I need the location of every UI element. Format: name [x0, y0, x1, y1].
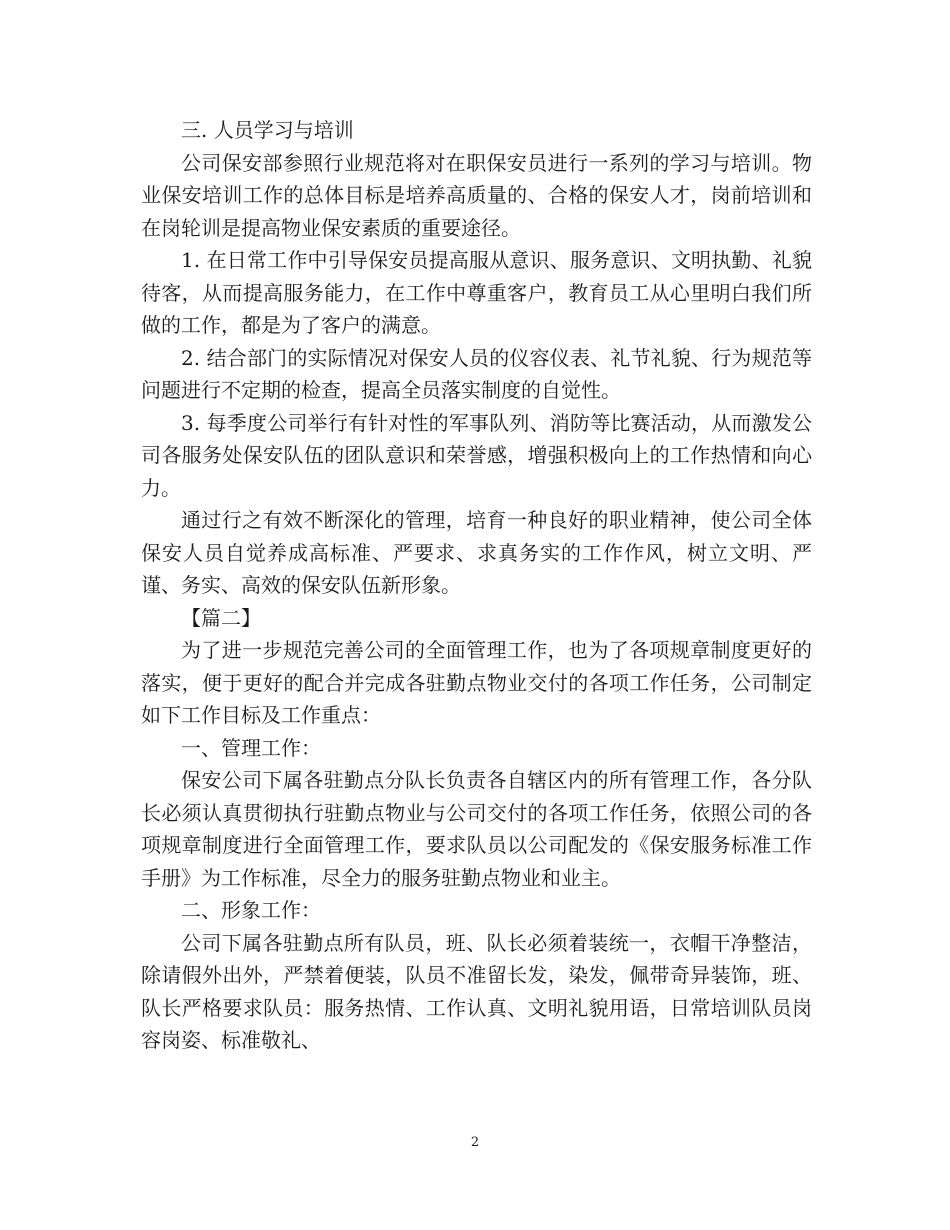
- paragraph-management: 保安公司下属各驻勤点分队长负责各自辖区内的所有管理工作，各分队长必须认真贯彻执行驻勤点物业与公司交付的各项工作任务，依照公司的各项规章制度进行全面管理工作，要求队员以公司配发的《保安服务标准工作手册》为工作标准，尽全力的服务驻勤点物业和业主。: [141, 768, 812, 890]
- page-number: 2: [470, 1135, 480, 1150]
- paragraph-part-two-intro: 为了进一步规范完善公司的全面管理工作，也为了各项规章制度更好的落实，便于更好的配合并完成各驻勤点物业交付的各项工作任务，公司制定如下工作目标及工作重点：: [141, 638, 812, 727]
- paragraph-item-1: 1. 在日常工作中引导保安员提高服从意识、服务意识、文明执勤、礼貌待客，从而提高服务能力，在工作中尊重客户，教育员工从心里明白我们所做的工作，都是为了客户的满意。: [141, 248, 812, 337]
- section-heading-part-two: 【篇二】: [181, 605, 261, 630]
- paragraph-item-2: 2. 结合部门的实际情况对保安人员的仪容仪表、礼节礼貌、行为规范等问题进行不定期的检查，提高全员落实制度的自觉性。: [141, 345, 812, 402]
- section-heading-management: 一、管理工作：: [181, 735, 321, 760]
- paragraph-summary: 通过行之有效不断深化的管理，培育一种良好的职业精神，使公司全体保安人员自觉养成高标准、严要求、求真务实的工作作风，树立文明、严谨、务实、高效的保安队伍新形象。: [141, 508, 812, 597]
- section-heading-training: 三. 人员学习与培训: [181, 118, 354, 142]
- section-heading-image: 二、形象工作：: [181, 898, 321, 922]
- paragraph-item-3: 3. 每季度公司举行有针对性的军事队列、消防等比赛活动，从而激发公司各服务处保安队伍的团队意识和荣誉感，增强积极向上的工作热情和向心力。: [141, 410, 812, 500]
- document-body: [141, 114, 812, 1057]
- paragraph-training-intro: 公司保安部参照行业规范将对在职保安员进行一系列的学习与培训。物业保安培训工作的总体目标是培养高质量的、合格的保安人才，岗前培训和在岗轮训是提高物业保安素质的重要途径。: [141, 150, 812, 240]
- paragraph-image: 公司下属各驻勤点所有队员，班、队长必须着装统一，衣帽干净整洁，除请假外出外，严禁着便装，队员不准留长发，染发，佩带奇异装饰，班、队长严格要求队员：服务热情、工作认真、文明礼貌用语，日常培训队员岗容岗姿、标准敬礼、: [141, 930, 812, 1052]
